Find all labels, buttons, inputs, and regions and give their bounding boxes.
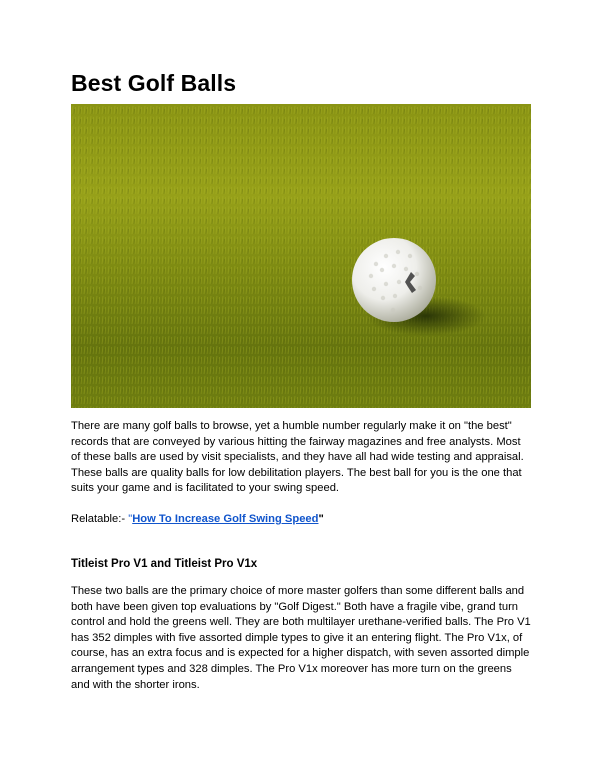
golf-ball-photo-graphic: [71, 104, 531, 408]
golf-ball-on-grass-photo: [71, 104, 531, 408]
section-paragraph: These two balls are the primary choice of more master golfers than some different balls and both have been given top evaluations by "Golf Digest." Both have a fragile vibe, grand turn control and hold the greens well. They are both multilayer urethane-verified balls. The Pro V1 has 352 dimples with five assorted dimple types to give it an entering flight. The Pro V1x, of course, has an extra focus and is expected for a higher dispatch, with seven assorted dimple arrangement types and 328 dimples. The Pro V1x moreover has more turn on the greens and with the shorter irons.: [71, 585, 531, 691]
open-quote: ": [128, 513, 133, 525]
related-prefix: Relatable:-: [71, 513, 129, 525]
swing-speed-link[interactable]: How To Increase Golf Swing Speed: [132, 513, 319, 525]
related-line: [71, 512, 531, 528]
page-title: Best Golf Balls: [71, 70, 237, 96]
intro-paragraph: There are many golf balls to browse, yet a humble number regularly make it on "the best" records that are conveyed by various hitting the fairway magazines and free analysts. Most of these balls are used by visit specialists, and they have all had wide testing and appraisal. These balls are quality balls for low debilitation players. The best ball for you is the one that suits your game and is facilitated to your swing speed.: [71, 420, 524, 495]
section-heading: Titleist Pro V1 and Titleist Pro V1x: [71, 558, 258, 570]
close-quote: ": [318, 513, 324, 525]
